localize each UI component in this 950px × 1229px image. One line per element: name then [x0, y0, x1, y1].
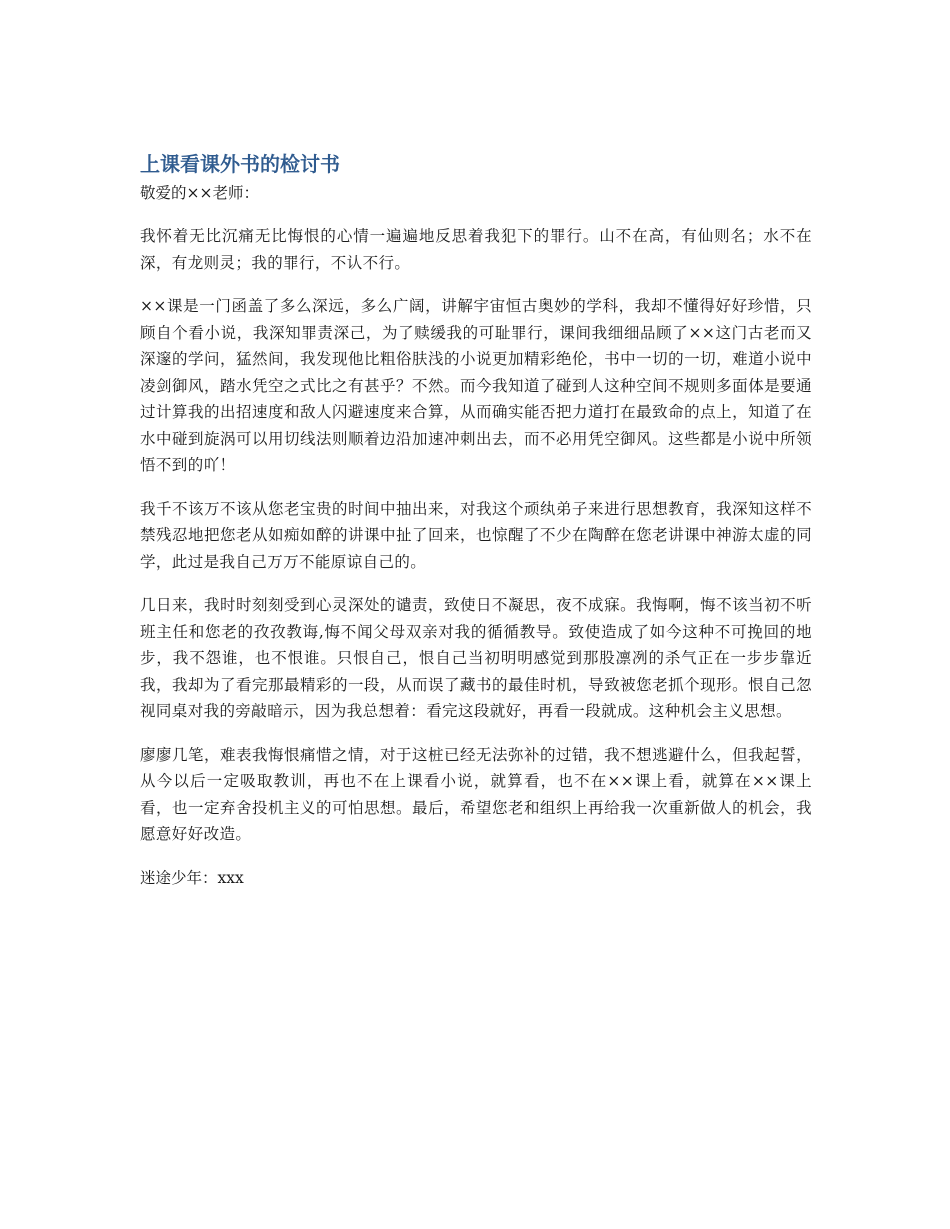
paragraph-1: 我怀着无比沉痛无比悔恨的心情一遍遍地反思着我犯下的罪行。山不在高，有仙则名；水不在深，有龙则灵；我的罪行，不认不行。 [140, 227, 812, 272]
paragraph-5: 廖廖几笔，难表我悔恨痛惜之情，对于这桩已经无法弥补的过错，我不想逃避什么，但我起誓，从今以后一定吸取教训，再也不在上课看小说，就算看，也不在××课上看，就算在××课上看，也一定弃舍投机主义的可怕思想。最后，希望您老和组织上再给我一次重新做人的机会，我愿意好好改造。 [140, 745, 812, 843]
document-page [140, 148, 812, 891]
paragraph-3: 我千不该万不该从您老宝贵的时间中抽出来，对我这个顽纨弟子来进行思想教育，我深知这样不禁残忍地把您老从如痴如醉的讲课中扯了回来，也惊醒了不少在陶醉在您老讲课中神游太虚的同学，此过是我自己万万不能原谅自己的。 [140, 499, 812, 571]
signature: 迷途少年：xxx [140, 868, 244, 887]
paragraph-2: ××课是一门函盖了多么深远，多么广阔，讲解宇宙恒古奥妙的学科，我却不懂得好好珍惜，只顾自个看小说，我深知罪责深己，为了赎缓我的可耻罪行，课间我细细品顾了××这门古老而又深邃的学问，猛然间，我发现他比粗俗肤浅的小说更加精彩绝伦，书中一切的一切，难道小说中凌剑御风，踏水凭空之式比之有甚乎？不然。而今我知道了碰到人这种空间不规则多面体是要通过计算我的出招速度和敌人闪避速度来合算，从而确实能否把力道打在最致命的点上，知道了在水中碰到旋涡可以用切线法则顺着边沿加速冲刺出去，而不必用凭空御风。这些都是小说中所领悟不到的吖！ [140, 297, 812, 474]
paragraph-4: 几日来，我时时刻刻受到心灵深处的谴责，致使日不凝思，夜不成寐。我悔啊，悔不该当初不听班主任和您老的孜孜教诲,悔不闻父母双亲对我的循循教导。致使造成了如今这种不可挽回的地步，我不怨谁，也不恨谁。只恨自己，恨自己当初明明感觉到那股凛冽的杀气正在一步步靠近我，我却为了看完那最精彩的一段，从而误了藏书的最佳时机，导致被您老抓个现形。恨自己忽视同桌对我的旁敲暗示，因为我总想着：看完这段就好，再看一段就成。这种机会主义思想。 [140, 596, 812, 720]
salutation: 敬爱的××老师： [140, 184, 259, 202]
page-title: 上课看课外书的检讨书 [140, 152, 340, 176]
